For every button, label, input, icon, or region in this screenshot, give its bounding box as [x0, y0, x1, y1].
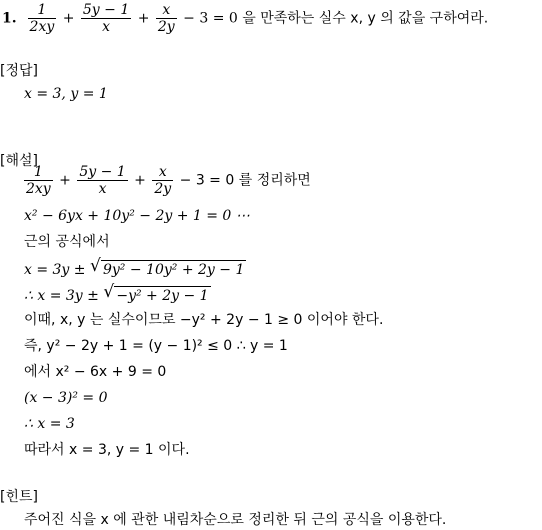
fraction-numerator: 5y − 1 — [82, 2, 130, 18]
explanation-line-3: 근의 공식에서 — [24, 234, 110, 250]
fraction-1 — [28, 2, 57, 35]
plus-sign: + — [134, 172, 146, 189]
radicand: −y² + 2y − 1 — [116, 288, 209, 304]
explanation-line-7: 즉, y² − 2y + 1 = (y − 1)² ≤ 0 ∴ y = 1 — [24, 338, 288, 354]
problem-statement — [2, 2, 488, 35]
problem-number: 1. — [2, 10, 17, 27]
fraction-denominator: x — [102, 19, 111, 35]
fraction-2 — [81, 2, 131, 35]
plus-sign: + — [62, 10, 75, 27]
fraction-denominator: x — [98, 181, 107, 197]
square-root — [89, 256, 246, 278]
hint-text: 주어진 식을 x 에 관한 내림차순으로 정리한 뒤 근의 공식을 이용한다. — [24, 512, 447, 528]
explanation-line-9: (x − 3)² = 0 — [24, 390, 108, 406]
equation-tail: − 3 = 0 — [183, 10, 238, 27]
plus-sign: + — [137, 10, 150, 27]
fraction-denominator: 2xy — [29, 19, 55, 35]
fraction-1 — [24, 164, 53, 197]
fraction-denominator: 2y — [154, 181, 172, 197]
explanation-line-5-prefix: ∴ x = 3y ± — [24, 288, 99, 304]
radicand: 9y² − 10y² + 2y − 1 — [102, 262, 245, 278]
explanation-line-1-tail: − 3 = 0 를 정리하면 — [179, 172, 311, 189]
explanation-line-5 — [24, 282, 211, 304]
fraction-2 — [77, 164, 127, 197]
explanation-line-11: 따라서 x = 3, y = 1 이다. — [24, 442, 190, 458]
problem-text: 을 만족하는 실수 x, y 의 값을 구하여라. — [242, 10, 489, 27]
fraction-numerator: 1 — [28, 2, 57, 19]
fraction-numerator: x — [152, 164, 173, 181]
explanation-line-6: 이때, x, y 는 실수이므로 −y² + 2y − 1 ≥ 0 이어야 한다. — [24, 312, 384, 328]
explanation-line-2: x² − 6yx + 10y² − 2y + 1 = 0 ⋯ — [24, 208, 250, 224]
fraction-numerator: 5y − 1 — [79, 164, 126, 180]
explanation-line-8: 에서 x² − 6x + 9 = 0 — [24, 364, 167, 380]
hint-label: [힌트] — [0, 489, 38, 505]
answer-value: x = 3, y = 1 — [24, 86, 108, 102]
explanation-label: [해설] — [0, 153, 38, 169]
explanation-line-4 — [24, 256, 246, 278]
fraction-numerator: x — [156, 2, 177, 19]
answer-label: [정답] — [0, 63, 38, 79]
fraction-denominator: 2y — [157, 19, 175, 35]
fraction-numerator: 1 — [24, 164, 53, 181]
explanation-line-10: ∴ x = 3 — [24, 416, 75, 432]
fraction-denominator: 2xy — [26, 181, 51, 197]
fraction-3 — [152, 164, 173, 197]
explanation-line-4-prefix: x = 3y ± — [24, 262, 86, 278]
square-root — [103, 282, 210, 304]
explanation-line-1 — [22, 164, 311, 197]
radical-icon: √ — [89, 256, 101, 276]
radical-icon: √ — [103, 282, 115, 302]
plus-sign: + — [59, 172, 71, 189]
fraction-3 — [156, 2, 177, 35]
